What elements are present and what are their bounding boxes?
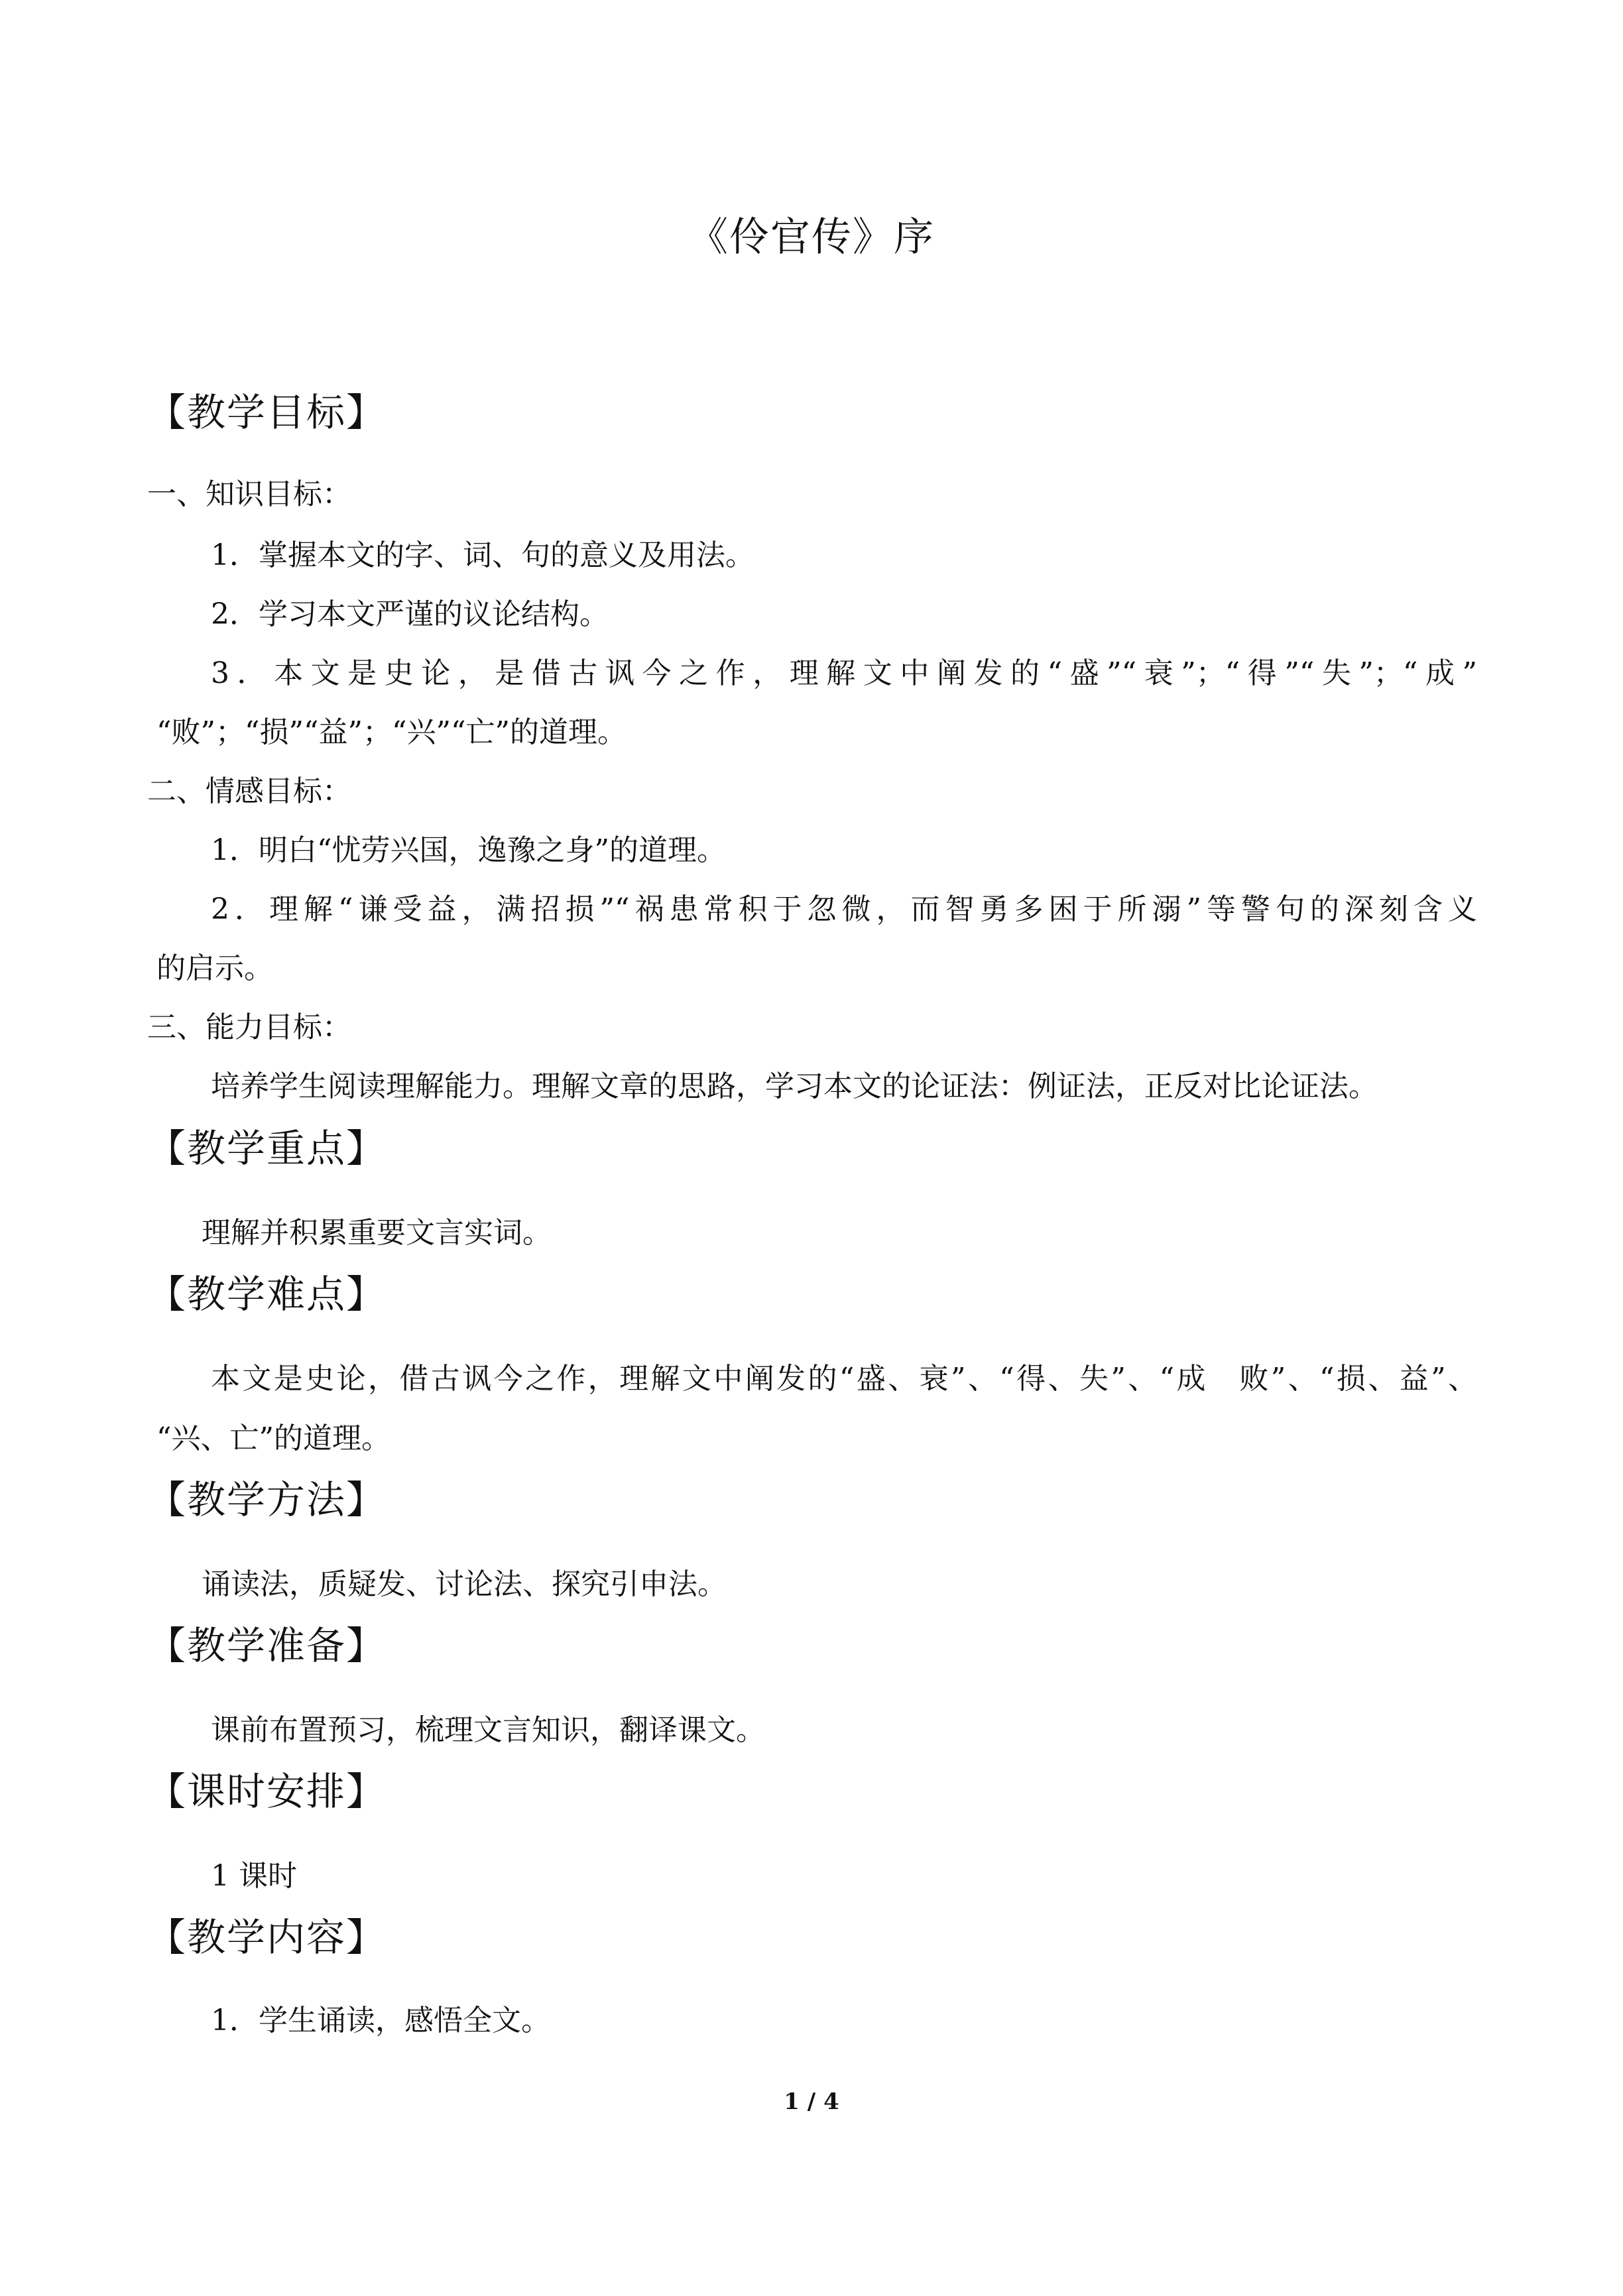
ability-objectives-label: 三、能力目标： [147,1010,351,1044]
difficulties-line-1: 本文是史论，借古讽今之作，理解文中阐发的“盛、衰”、“得、失”、“成 败”、“损、益”、 [211,1362,1477,1396]
heading-difficulties: 【教学难点】 [147,1272,387,1317]
page-number: 1 / 4 [784,2088,839,2115]
content-item-1: 1．学生诵读，感悟全文。 [211,2004,550,2037]
knowledge-item-2: 2．学习本文严谨的议论结构。 [211,597,609,631]
emotion-item-2-line-1: 2．理解“谦受益，满招损”“祸患常积于忽微，而智勇多困于所溺”等警句的深刻含义 [211,892,1477,926]
knowledge-item-3-line-1: 3．本文是史论，是借古讽今之作，理解文中阐发的“盛”“衰”；“得”“失”；“成” [211,656,1477,690]
methods-text: 诵读法，质疑发、讨论法、探究引申法。 [202,1567,727,1601]
knowledge-item-3-line-2: “败”；“损”“益”；“兴”“亡”的道理。 [156,715,627,749]
document-title: 《伶官传》序 [688,214,935,261]
emotion-item-2-line-2: 的启示。 [156,951,273,985]
emotion-item-1: 1．明白“忧劳兴国，逸豫之身”的道理。 [211,833,726,867]
difficulties-line-2: “兴、亡”的道理。 [156,1421,391,1455]
heading-objectives: 【教学目标】 [147,390,387,435]
ability-item-1: 培养学生阅读理解能力。理解文章的思路，学习本文的论证法：例证法，正反对比论证法。 [211,1069,1378,1103]
heading-content: 【教学内容】 [147,1915,387,1960]
schedule-text: 1 课时 [211,1859,297,1893]
preparation-text: 课前布置预习，梳理文言知识，翻译课文。 [211,1713,765,1747]
heading-key-points: 【教学重点】 [147,1126,387,1171]
knowledge-item-1: 1．掌握本文的字、词、句的意义及用法。 [211,538,754,572]
key-points-text: 理解并积累重要文言实词。 [202,1216,552,1250]
heading-methods: 【教学方法】 [147,1477,387,1522]
emotion-objectives-label: 二、情感目标： [147,774,351,808]
heading-preparation: 【教学准备】 [147,1623,387,1668]
knowledge-objectives-label: 一、知识目标： [147,477,351,511]
heading-schedule: 【课时安排】 [147,1769,387,1814]
